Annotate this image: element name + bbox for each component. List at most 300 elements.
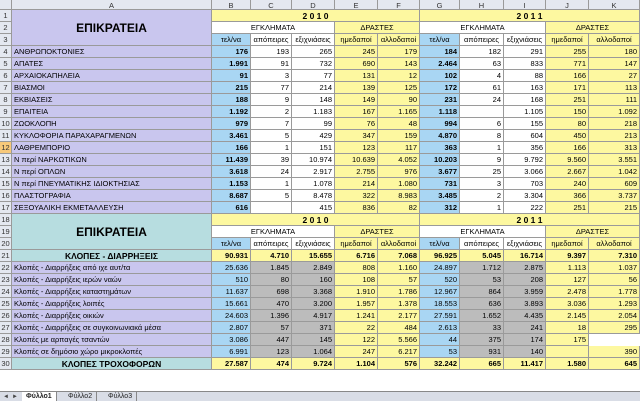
row-header-11[interactable]: 11	[0, 130, 12, 142]
total-cell[interactable]: 7.068	[378, 250, 420, 262]
data-cell[interactable]: 732	[292, 58, 335, 70]
data-cell[interactable]: 123	[335, 142, 378, 154]
data-cell[interactable]: 33	[460, 322, 504, 334]
data-cell[interactable]: 4	[460, 70, 504, 82]
total-cell[interactable]: 576	[378, 358, 420, 370]
data-cell[interactable]: 2.807	[212, 322, 251, 334]
data-cell[interactable]: 295	[589, 322, 640, 334]
data-cell[interactable]: 2.917	[292, 166, 335, 178]
data-cell[interactable]: 771	[546, 58, 589, 70]
row-header-5[interactable]: 5	[0, 58, 12, 70]
data-cell[interactable]: 2.875	[504, 262, 546, 274]
total-row-label[interactable]: ΚΛΟΠΕΣ - ΔΙΑΡΡΗΞΕΙΣ	[12, 250, 212, 262]
total-cell[interactable]: 474	[251, 358, 292, 370]
data-cell[interactable]: 1.778	[589, 286, 640, 298]
column-header-f[interactable]: F	[378, 0, 420, 10]
data-cell[interactable]: 56	[589, 274, 640, 286]
data-cell[interactable]: 979	[212, 118, 251, 130]
total-cell[interactable]: 11.417	[504, 358, 546, 370]
row-header-8[interactable]: 8	[0, 94, 12, 106]
data-cell[interactable]: 347	[335, 130, 378, 142]
data-cell[interactable]: 77	[251, 82, 292, 94]
data-cell[interactable]: 24.897	[420, 262, 460, 274]
row-header-9[interactable]: 9	[0, 106, 12, 118]
column-header-i[interactable]: I	[504, 0, 546, 10]
column-header-d[interactable]: D	[292, 0, 335, 10]
data-cell[interactable]: 1.042	[589, 166, 640, 178]
row-header-24[interactable]: 24	[0, 286, 12, 298]
data-cell[interactable]: 4.870	[420, 130, 460, 142]
data-cell[interactable]: 2.464	[420, 58, 460, 70]
data-cell[interactable]: 2.613	[420, 322, 460, 334]
data-cell[interactable]: 24.603	[212, 310, 251, 322]
data-cell[interactable]: 151	[292, 142, 335, 154]
data-cell[interactable]: 1.957	[335, 298, 378, 310]
data-cell[interactable]: 131	[335, 70, 378, 82]
total-cell[interactable]: 90.931	[212, 250, 251, 262]
row-header-25[interactable]: 25	[0, 298, 12, 310]
data-cell[interactable]: 2.849	[292, 262, 335, 274]
last-sheet-icon[interactable]: ►	[12, 394, 18, 400]
row-header-27[interactable]: 27	[0, 322, 12, 334]
data-cell[interactable]: 18	[546, 322, 589, 334]
data-cell[interactable]: 117	[378, 142, 420, 154]
data-cell[interactable]: 484	[378, 322, 420, 334]
data-cell[interactable]: 836	[335, 202, 378, 214]
data-cell[interactable]: 2.755	[335, 166, 378, 178]
data-cell[interactable]: 61	[460, 82, 504, 94]
total-cell[interactable]: 96.925	[420, 250, 460, 262]
data-cell[interactable]: 366	[546, 190, 589, 202]
data-cell[interactable]: 1.991	[212, 58, 251, 70]
data-cell[interactable]: 3.066	[504, 166, 546, 178]
data-cell[interactable]: 4.917	[292, 310, 335, 322]
row-label[interactable]: Κλοπές - Διαρρήξεις λοιπές	[12, 298, 212, 310]
data-cell[interactable]: 145	[292, 334, 335, 346]
data-cell[interactable]: 313	[589, 142, 640, 154]
row-label[interactable]: ΠΛΑΣΤΟΓΡΑΦΙΑ	[12, 190, 212, 202]
select-all-corner[interactable]	[0, 0, 12, 10]
data-cell[interactable]: 160	[292, 274, 335, 286]
data-cell[interactable]: 994	[420, 118, 460, 130]
data-cell[interactable]: 5	[251, 190, 292, 202]
row-label[interactable]: Κλοπές σε δημόσιο χώρο μικροκλοπές	[12, 346, 212, 358]
row-label[interactable]: ΑΡΧΑΙΟΚΑΠΗΛΕΙΑ	[12, 70, 212, 82]
column-header-b[interactable]: B	[212, 0, 251, 10]
data-cell[interactable]: 9	[251, 94, 292, 106]
data-cell[interactable]: 1.113	[546, 262, 589, 274]
data-cell[interactable]: 11.439	[212, 154, 251, 166]
data-cell[interactable]: 9.560	[546, 154, 589, 166]
data-cell[interactable]: 148	[292, 94, 335, 106]
total-cell[interactable]: 16.714	[504, 250, 546, 262]
row-header-23[interactable]: 23	[0, 274, 12, 286]
data-cell[interactable]: 415	[292, 202, 335, 214]
data-cell[interactable]: 2	[251, 106, 292, 118]
data-cell[interactable]: 53	[420, 346, 460, 358]
data-cell[interactable]: 1.910	[335, 286, 378, 298]
data-cell[interactable]: 139	[335, 82, 378, 94]
data-cell[interactable]: 3.959	[504, 286, 546, 298]
total-cell[interactable]: 5.045	[460, 250, 504, 262]
data-cell[interactable]: 371	[292, 322, 335, 334]
data-cell[interactable]: 127	[546, 274, 589, 286]
data-cell[interactable]: 147	[589, 58, 640, 70]
data-cell[interactable]: 1.396	[251, 310, 292, 322]
row-header-6[interactable]: 6	[0, 70, 12, 82]
row-header-20[interactable]: 20	[0, 238, 12, 250]
data-cell[interactable]: 80	[546, 118, 589, 130]
data-cell[interactable]: 2.478	[546, 286, 589, 298]
data-cell[interactable]: 616	[212, 202, 251, 214]
data-cell[interactable]: 80	[251, 274, 292, 286]
data-cell[interactable]: 82	[378, 202, 420, 214]
data-cell[interactable]	[546, 346, 589, 358]
data-cell[interactable]	[251, 202, 292, 214]
total-cell[interactable]: 27.587	[212, 358, 251, 370]
data-cell[interactable]: 188	[212, 94, 251, 106]
data-cell[interactable]: 2.054	[589, 310, 640, 322]
data-cell[interactable]: 356	[504, 142, 546, 154]
data-cell[interactable]: 245	[335, 46, 378, 58]
row-label[interactable]: ΣΕΞΟΥΑΛΙΚΗ ΕΚΜΕΤΑΛΛΕΥΣΗ	[12, 202, 212, 214]
data-cell[interactable]: 175	[546, 334, 589, 346]
total-cell[interactable]: 1.104	[335, 358, 378, 370]
data-cell[interactable]: 213	[589, 130, 640, 142]
row-header-14[interactable]: 14	[0, 166, 12, 178]
row-label[interactable]: ΕΠΑΙΤΕΙΑ	[12, 106, 212, 118]
data-cell[interactable]: 3	[460, 178, 504, 190]
data-cell[interactable]: 166	[546, 70, 589, 82]
data-cell[interactable]: 2	[460, 190, 504, 202]
data-cell[interactable]: 375	[460, 334, 504, 346]
data-cell[interactable]: 123	[251, 346, 292, 358]
row-label[interactable]: Ν περί ΝΑΡΚΩΤΙΚΩΝ	[12, 154, 212, 166]
data-cell[interactable]: 3.304	[504, 190, 546, 202]
data-cell[interactable]: 27	[589, 70, 640, 82]
data-cell[interactable]: 1	[460, 142, 504, 154]
data-cell[interactable]: 1.786	[378, 286, 420, 298]
data-cell[interactable]: 214	[335, 178, 378, 190]
data-cell[interactable]: 3.677	[420, 166, 460, 178]
row-label[interactable]: Κλοπές με αρπαγές τσαντών	[12, 334, 212, 346]
data-cell[interactable]: 57	[378, 274, 420, 286]
data-cell[interactable]: 604	[504, 130, 546, 142]
data-cell[interactable]: 63	[460, 58, 504, 70]
vehicle-theft-label[interactable]: ΚΛΟΠΕΣ ΤΡΟΧΟΦΟΡΩΝ	[12, 358, 212, 370]
data-cell[interactable]: 48	[378, 118, 420, 130]
data-cell[interactable]: 1.183	[292, 106, 335, 118]
row-header-28[interactable]: 28	[0, 334, 12, 346]
total-cell[interactable]: 32.242	[420, 358, 460, 370]
row-label[interactable]: Ν περί ΠΝΕΥΜΑΤΙΚΗΣ ΙΔΙΟΚΤΗΣΙΑΣ	[12, 178, 212, 190]
data-cell[interactable]: 155	[504, 118, 546, 130]
data-cell[interactable]: 470	[251, 298, 292, 310]
data-cell[interactable]: 6	[460, 118, 504, 130]
data-cell[interactable]: 931	[460, 346, 504, 358]
data-cell[interactable]: 6.217	[378, 346, 420, 358]
data-cell[interactable]: 174	[504, 334, 546, 346]
row-label[interactable]: Κλοπές - Διαρρήξεις σε συγκοινωνιακά μέσα	[12, 322, 212, 334]
column-header-h[interactable]: H	[460, 0, 504, 10]
data-cell[interactable]: 171	[546, 82, 589, 94]
data-cell[interactable]: 1.078	[292, 178, 335, 190]
total-cell[interactable]: 645	[589, 358, 640, 370]
data-cell[interactable]: 215	[212, 82, 251, 94]
data-cell[interactable]: 184	[420, 46, 460, 58]
data-cell[interactable]: 24	[460, 94, 504, 106]
data-cell[interactable]: 15.661	[212, 298, 251, 310]
column-header-a[interactable]: A	[12, 0, 212, 10]
row-label[interactable]: ΖΩΟΚΛΟΠΗ	[12, 118, 212, 130]
data-cell[interactable]: 218	[589, 118, 640, 130]
data-cell[interactable]: 1.845	[251, 262, 292, 274]
data-cell[interactable]: 698	[251, 286, 292, 298]
data-cell[interactable]: 390	[589, 346, 640, 358]
data-cell[interactable]: 8	[460, 130, 504, 142]
data-cell[interactable]: 447	[251, 334, 292, 346]
data-cell[interactable]: 429	[292, 130, 335, 142]
data-cell[interactable]: 3.618	[212, 166, 251, 178]
column-header-g[interactable]: G	[420, 0, 460, 10]
row-label[interactable]: ΑΝΘΡΩΠΟΚΤΟΝΙΕΣ	[12, 46, 212, 58]
data-cell[interactable]: 1.037	[589, 262, 640, 274]
data-cell[interactable]: 731	[420, 178, 460, 190]
data-cell[interactable]: 215	[589, 202, 640, 214]
data-cell[interactable]: 1.165	[378, 106, 420, 118]
data-cell[interactable]: 1.092	[589, 106, 640, 118]
row-label[interactable]: ΛΑΘΡΕΜΠΟΡΙΟ	[12, 142, 212, 154]
data-cell[interactable]: 3.461	[212, 130, 251, 142]
data-cell[interactable]: 3	[251, 70, 292, 82]
data-cell[interactable]: 99	[292, 118, 335, 130]
data-cell[interactable]: 91	[212, 70, 251, 82]
data-cell[interactable]: 520	[420, 274, 460, 286]
data-cell[interactable]: 180	[589, 46, 640, 58]
row-header-1[interactable]: 1	[0, 10, 12, 22]
data-cell[interactable]: 3.551	[589, 154, 640, 166]
row-label[interactable]: Ν περί ΟΠΛΩΝ	[12, 166, 212, 178]
row-label[interactable]: ΕΚΒΙΑΣΕΙΣ	[12, 94, 212, 106]
total-cell[interactable]: 4.710	[251, 250, 292, 262]
data-cell[interactable]: 5	[251, 130, 292, 142]
data-cell[interactable]: 24	[251, 166, 292, 178]
data-cell[interactable]: 636	[460, 298, 504, 310]
data-cell[interactable]: 10.203	[420, 154, 460, 166]
data-cell[interactable]: 108	[335, 274, 378, 286]
data-cell[interactable]: 8.687	[212, 190, 251, 202]
data-cell[interactable]: 1.080	[378, 178, 420, 190]
data-cell[interactable]: 222	[504, 202, 546, 214]
row-header-2[interactable]: 2	[0, 22, 12, 34]
data-cell[interactable]: 1.153	[212, 178, 251, 190]
total-cell[interactable]: 7.310	[589, 250, 640, 262]
data-cell[interactable]: 1.118	[420, 106, 460, 118]
data-cell[interactable]: 182	[460, 46, 504, 58]
sheet-tab-1[interactable]: Φύλλο1	[22, 392, 57, 401]
data-cell[interactable]: 363	[420, 142, 460, 154]
data-cell[interactable]: 102	[420, 70, 460, 82]
data-cell[interactable]: 1	[251, 142, 292, 154]
sheet-tab-2[interactable]: Φύλλο2	[64, 392, 97, 401]
data-cell[interactable]: 8.983	[378, 190, 420, 202]
data-cell[interactable]: 166	[546, 142, 589, 154]
data-cell[interactable]: 3.200	[292, 298, 335, 310]
row-label[interactable]: Κλοπές - Διαρρήξεις οικιών	[12, 310, 212, 322]
row-header-21[interactable]: 21	[0, 250, 12, 262]
data-cell[interactable]: 167	[335, 106, 378, 118]
total-cell[interactable]: 1.580	[546, 358, 589, 370]
data-cell[interactable]: 312	[420, 202, 460, 214]
column-header-c[interactable]: C	[251, 0, 292, 10]
data-cell[interactable]: 44	[420, 334, 460, 346]
data-cell[interactable]: 450	[546, 130, 589, 142]
row-header-29[interactable]: 29	[0, 346, 12, 358]
data-cell[interactable]: 150	[546, 106, 589, 118]
data-cell[interactable]: 247	[335, 346, 378, 358]
data-cell[interactable]: 90	[378, 94, 420, 106]
data-cell[interactable]: 291	[504, 46, 546, 58]
data-cell[interactable]: 57	[251, 322, 292, 334]
row-label[interactable]: Κλοπές - Διαρρήξεις καταστημάτων	[12, 286, 212, 298]
data-cell[interactable]: 3.086	[212, 334, 251, 346]
data-cell[interactable]: 7	[251, 118, 292, 130]
data-cell[interactable]: 76	[335, 118, 378, 130]
data-cell[interactable]: 3.368	[292, 286, 335, 298]
data-cell[interactable]: 10.639	[335, 154, 378, 166]
data-cell[interactable]: 2.667	[546, 166, 589, 178]
data-cell[interactable]: 168	[504, 94, 546, 106]
data-cell[interactable]: 122	[335, 334, 378, 346]
row-label[interactable]: ΚΥΚΛΟΦΟΡΙΑ ΠΑΡΑΧΑΡΑΓΜΕΝΩΝ	[12, 130, 212, 142]
row-header-3[interactable]: 3	[0, 34, 12, 46]
data-cell[interactable]: 1.652	[460, 310, 504, 322]
data-cell[interactable]: 88	[504, 70, 546, 82]
row-header-13[interactable]: 13	[0, 154, 12, 166]
total-cell[interactable]: 9.397	[546, 250, 589, 262]
data-cell[interactable]: 3.485	[420, 190, 460, 202]
data-cell[interactable]: 5.566	[378, 334, 420, 346]
data-cell[interactable]: 159	[378, 130, 420, 142]
data-cell[interactable]: 111	[589, 94, 640, 106]
data-cell[interactable]: 8.478	[292, 190, 335, 202]
column-header-e[interactable]: E	[335, 0, 378, 10]
row-label[interactable]: Κλοπές - Διαρρήξεις από ιχε αυτ/τα	[12, 262, 212, 274]
data-cell[interactable]: 176	[212, 46, 251, 58]
data-cell[interactable]: 4.052	[378, 154, 420, 166]
row-header-7[interactable]: 7	[0, 82, 12, 94]
data-cell[interactable]: 12.967	[420, 286, 460, 298]
data-cell[interactable]: 4.435	[504, 310, 546, 322]
data-cell[interactable]: 39	[251, 154, 292, 166]
data-cell[interactable]: 1.241	[335, 310, 378, 322]
data-cell[interactable]: 9.792	[504, 154, 546, 166]
row-header-4[interactable]: 4	[0, 46, 12, 58]
data-cell[interactable]: 609	[589, 178, 640, 190]
data-cell[interactable]: 9	[460, 154, 504, 166]
data-cell[interactable]: 27.591	[420, 310, 460, 322]
data-cell[interactable]: 3.737	[589, 190, 640, 202]
data-cell[interactable]: 143	[378, 58, 420, 70]
row-header-30[interactable]: 30	[0, 358, 12, 370]
data-cell[interactable]: 2.177	[378, 310, 420, 322]
column-header-j[interactable]: J	[546, 0, 589, 10]
row-header-10[interactable]: 10	[0, 118, 12, 130]
row-header-22[interactable]: 22	[0, 262, 12, 274]
row-header-26[interactable]: 26	[0, 310, 12, 322]
data-cell[interactable]: 808	[335, 262, 378, 274]
total-cell[interactable]: 9.724	[292, 358, 335, 370]
data-cell[interactable]: 3.893	[504, 298, 546, 310]
data-cell[interactable]	[460, 106, 504, 118]
row-header-17[interactable]: 17	[0, 202, 12, 214]
data-cell[interactable]: 149	[335, 94, 378, 106]
row-label[interactable]: ΑΠΑΤΕΣ	[12, 58, 212, 70]
row-header-15[interactable]: 15	[0, 178, 12, 190]
data-cell[interactable]: 864	[460, 286, 504, 298]
data-cell[interactable]: 25	[460, 166, 504, 178]
data-cell[interactable]: 1.293	[589, 298, 640, 310]
row-header-18[interactable]: 18	[0, 214, 12, 226]
data-cell[interactable]: 12	[378, 70, 420, 82]
data-cell[interactable]: 125	[378, 82, 420, 94]
data-cell[interactable]: 1.192	[212, 106, 251, 118]
data-cell[interactable]: 214	[292, 82, 335, 94]
data-cell[interactable]: 833	[504, 58, 546, 70]
data-cell[interactable]: 172	[420, 82, 460, 94]
data-cell[interactable]: 193	[251, 46, 292, 58]
data-cell[interactable]: 1.378	[378, 298, 420, 310]
data-cell[interactable]: 1.712	[460, 262, 504, 274]
total-cell[interactable]: 665	[460, 358, 504, 370]
data-cell[interactable]: 163	[504, 82, 546, 94]
row-header-16[interactable]: 16	[0, 190, 12, 202]
data-cell[interactable]: 976	[378, 166, 420, 178]
data-cell[interactable]: 166	[212, 142, 251, 154]
first-sheet-icon[interactable]: ◄	[3, 394, 9, 400]
data-cell[interactable]: 22	[335, 322, 378, 334]
data-cell[interactable]: 690	[335, 58, 378, 70]
data-cell[interactable]: 1.064	[292, 346, 335, 358]
data-cell[interactable]: 322	[335, 190, 378, 202]
data-cell[interactable]: 231	[420, 94, 460, 106]
row-header-12[interactable]: 12	[0, 142, 12, 154]
sheet-tab-3[interactable]: Φύλλο3	[104, 392, 137, 401]
data-cell[interactable]: 77	[292, 70, 335, 82]
data-cell[interactable]: 510	[212, 274, 251, 286]
row-label[interactable]: ΒΙΑΣΜΟΙ	[12, 82, 212, 94]
column-header-k[interactable]: K	[589, 0, 640, 10]
data-cell[interactable]: 703	[504, 178, 546, 190]
data-cell[interactable]: 18.553	[420, 298, 460, 310]
total-cell[interactable]: 6.716	[335, 250, 378, 262]
data-cell[interactable]: 91	[251, 58, 292, 70]
data-cell[interactable]: 241	[504, 322, 546, 334]
data-cell[interactable]: 1	[460, 202, 504, 214]
data-cell[interactable]: 208	[504, 274, 546, 286]
data-cell[interactable]: 251	[546, 202, 589, 214]
data-cell[interactable]: 6.991	[212, 346, 251, 358]
data-cell[interactable]: 265	[292, 46, 335, 58]
data-cell[interactable]: 11.637	[212, 286, 251, 298]
data-cell[interactable]: 3.036	[546, 298, 589, 310]
data-cell[interactable]: 251	[546, 94, 589, 106]
data-cell[interactable]: 179	[378, 46, 420, 58]
total-cell[interactable]: 15.655	[292, 250, 335, 262]
data-cell[interactable]: 25.636	[212, 262, 251, 274]
data-cell[interactable]: 1.160	[378, 262, 420, 274]
row-header-19[interactable]: 19	[0, 226, 12, 238]
